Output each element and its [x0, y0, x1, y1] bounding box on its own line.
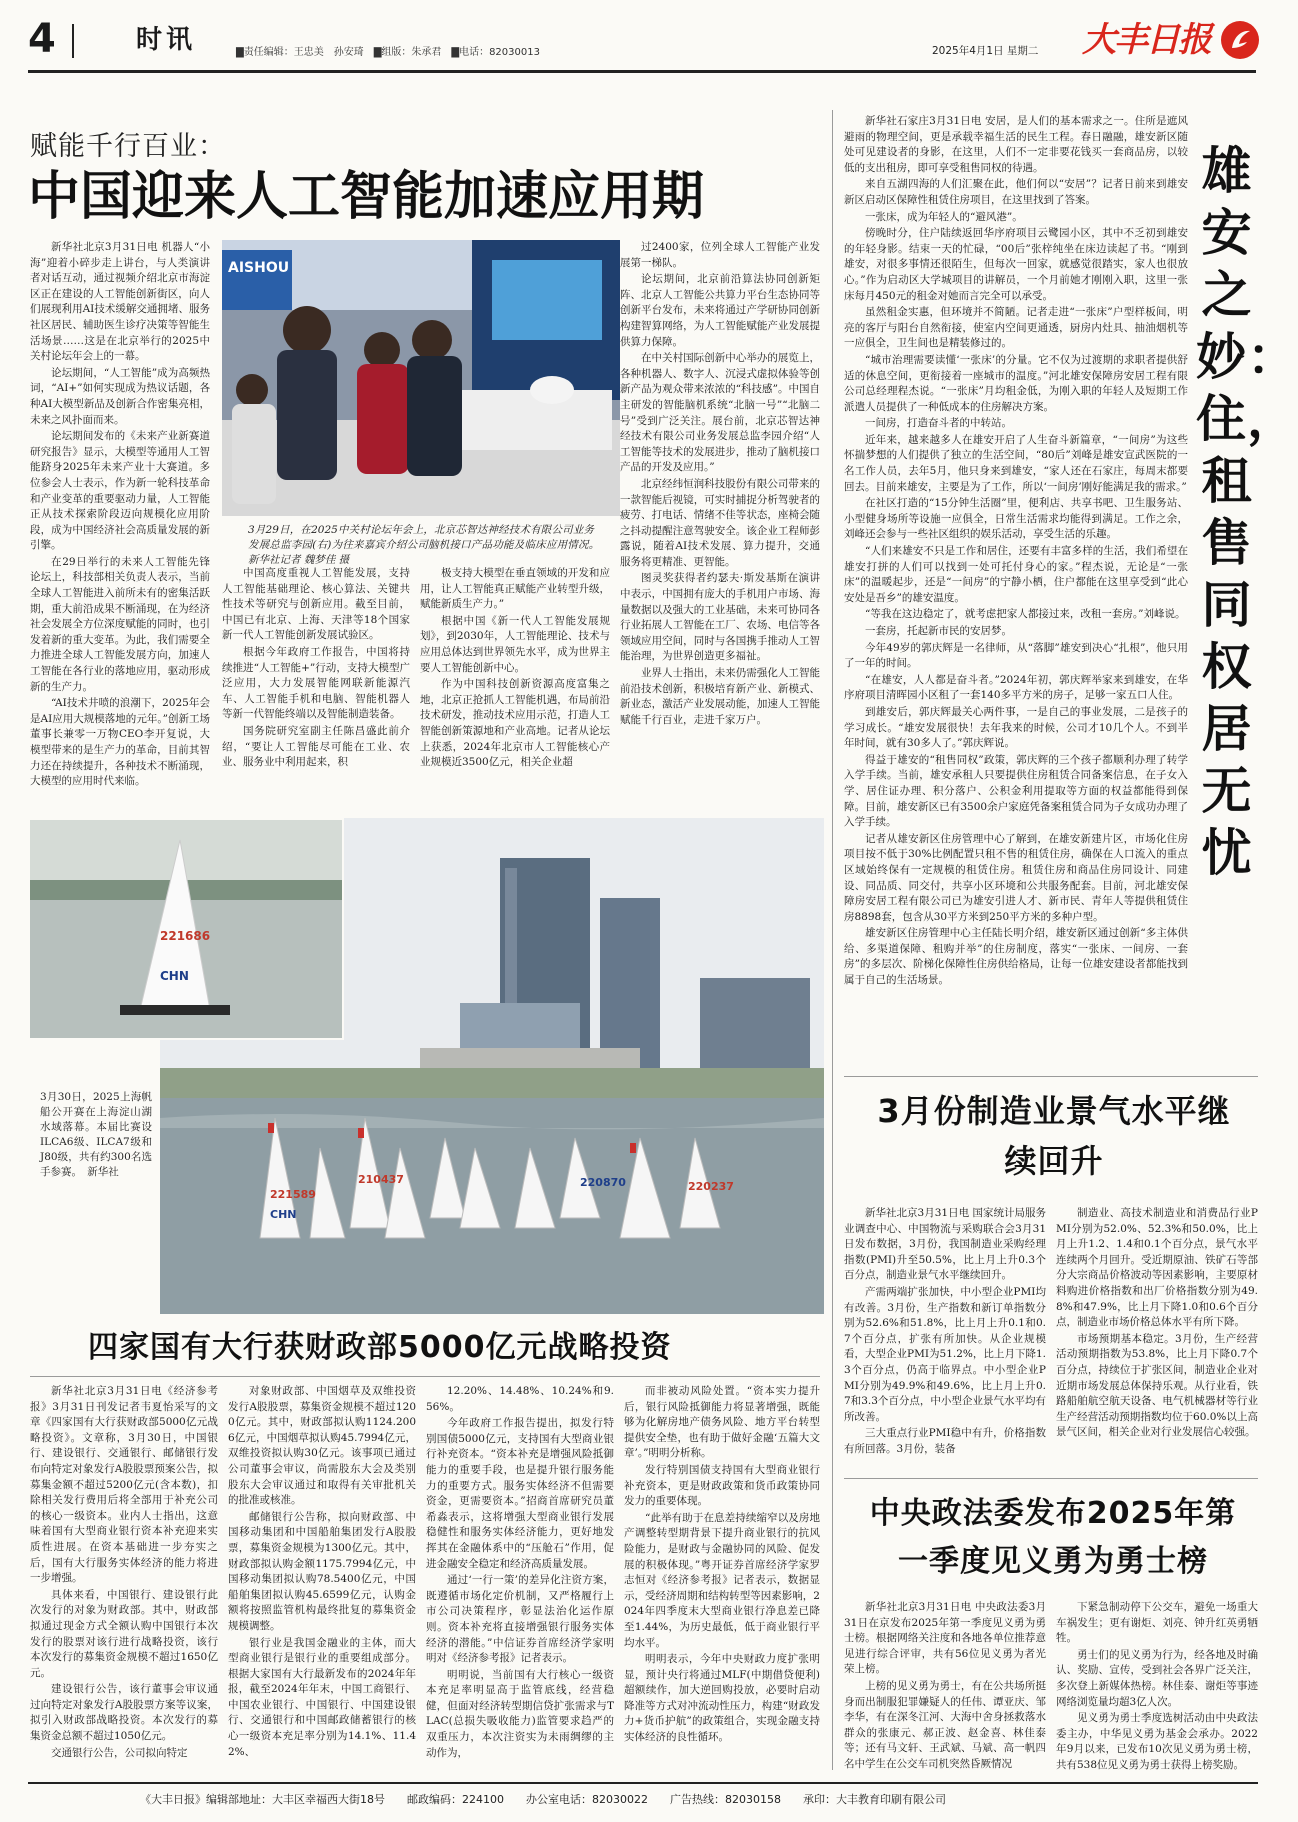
svg-text:CHN: CHN [160, 969, 189, 983]
pmi-story-paragraph: 产需两端扩张加快，中小型企业PMI均有改善。3月份，生产指数和新订单指数分别为52.6%和51.8%，比上月上升0.1和0.7个百分点，扩张有所加快。从企业规模看，大型企业PMI为51.2%，比上月下降1.3个百分点，仍高于临界点。中小型企业PMI分别为49.9%和49.6%，比上月上升0.7和3.3个百分点，中小型企业景气水平均有所改善。 [844, 1285, 1046, 1423]
bank-story-paragraph: 新华社北京3月31日电《经济参考报》3月31日刊发记者韦夏怡采写的文章《四家国有大行获财政部5000亿元战略投资》。文章称，3月30日，中国银行、建设银行、交通银行、邮储银行发布向特定对象发行A股股票预案公告，拟募集金额不超过5200亿元(含本数)，扣除相关发行费用后将全部用于补充公司的核心一级资本。业内人士指出，这意味着国有大型商业银行资本补充迎来实质性进展。在资本基础进一步夯实之后，国有大行服务实体经济的能力将进一步增强。 [30, 1385, 218, 1585]
page-number-divider [72, 24, 74, 58]
bank-story-paragraph: 通过‘一行一策’的差异化注资方案，既遵循市场化定价机制，又严格履行上市公司决策程序，彰显法治化运作原则。资本补充将直接增强银行服务实体经济的潜能。”中信证券首席经济学家明明对《经济参考报》记者表示。 [426, 1574, 614, 1665]
ai-story-column-2 [222, 566, 410, 852]
pmi-story-column-1 [844, 1206, 1046, 1468]
bank-story-paragraph: 明明表示，今年中央财政力度扩张明显，预计央行将通过MLF(中期借贷便利)超额续作，加大逆回购投放，必要时启动降准等方式对冲流动性压力，构建“财政发力+货币护航”的政策组合，实现金融支持实体经济的良性循环。 [624, 1653, 820, 1744]
xiongan-story-paragraph: 到雄安后，郭庆辉最关心两件事，一是自己的事业发展，二是孩子的学习成长。“雄安发展很快！去年我来的时候，公司才10几个人。不到半年时间，就有30多人了。”郭庆辉说。 [844, 705, 1188, 750]
xiongan-bottom-rule [844, 1076, 1258, 1077]
hero-story-headline: 中央政法委发布2025年第一季度见义勇为勇士榜 [869, 1496, 1237, 1579]
bank-story-headline: 四家国有大行获财政部5000亿元战略投资 [88, 1330, 672, 1365]
paper-logo-icon [1220, 20, 1260, 60]
country-code: CHN [270, 1208, 297, 1221]
svg-text:AISHOU: AISHOU [228, 260, 290, 276]
ai-story-headline: 中国迎来人工智能加速应用期 [28, 167, 705, 227]
ai-story-paragraph: 在中关村国际创新中心举办的展览上，各种机器人、数字人、沉浸式虚拟体验等创新产品为观众带来浓浓的“科技感”。中国自主研发的智能脑机系统“北脑一号”“北脑二号”受到广泛关注。展台前，北京芯智达神经技术有限公司业务发展总监李园介绍“人工智能等技术的发展进步，推动了脑机接口产品的开发及应用。” [620, 352, 820, 474]
bank-story-column-3 [426, 1384, 614, 1774]
xiongan-story-paragraph: “等我在这边稳定了，就考虑把家人都接过来，改租一套房。”刘峰说。 [865, 608, 1186, 621]
ai-story-paragraph: 过2400家，位列全球人工智能产业发展第一梯队。 [620, 241, 820, 269]
ai-story-paragraph: 根据今年政府工作报告，中国将持续推进“人工智能+”行动，支持大模型广泛应用，大力发展智能网联新能源汽车、人工智能手机和电脑、智能机器人等新一代智能终端以及智能制造装备。 [222, 645, 410, 721]
bank-story-paragraph: 12.20%、14.48%、10.24%和9.56%。 [426, 1385, 614, 1413]
xiongan-story-paragraph: “城市治理需要读懂‘一张床’的分量。它不仅为过渡期的求职者提供舒适的休息空间，更衔接着一座城市的温度。”河北雄安保障房安居工程有限公司总经理程杰说。“一张床”月均租金低，为刚入职的年轻人及短期工作派遣人员提供了一种低成本的住房解决方案。 [844, 353, 1188, 413]
xiongan-story-paragraph: 一间房，打造奋斗者的中转站。 [865, 417, 1012, 430]
bank-story-paragraph: 而非被动风险处置。“资本实力提升后，银行风险抵御能力将显著增强，既能够为化解房地产债务风险、地方平台转型提供安全垫，也有助于做好金融‘五篇大文章’。”明明分析称。 [624, 1385, 820, 1460]
bank-story-paragraph: 建设银行公告，该行董事会审议通过向特定对象发行A股股票方案等议案，拟引入财政部战略投资。本次发行的募集资金总额不超过1050亿元。 [30, 1683, 218, 1743]
ai-story-paragraph: 论坛期间，北京前沿算法协同创新矩阵、北京人工智能公共算力平台生态协同等创新平台发布，未来将通过产学研协同创新构建智算网络，为人工智能赋能产业发展提供算力保障。 [620, 273, 820, 348]
bank-story-column-2 [228, 1384, 416, 1774]
hero-story-column-1 [844, 1600, 1046, 1778]
ai-story-paragraph: 新华社北京3月31日电 机器人“小海”迎着小碎步走上讲台，与人类演讲者对话互动，通过视频介绍北京市海淀区正在建设的人工智能创新街区，向人们展现利用AI技术缓解交通拥堵、服务社区居民、辅助医生诊疗决策等智能生活场景……这是在北京举行的2025中关村论坛年会上的一幕。 [30, 241, 210, 363]
pmi-bottom-rule [844, 1478, 1258, 1479]
ai-story-paragraph: 业界人士指出，未来仍需强化人工智能前沿技术创新，积极培育新产业、新模式、新业态，激活产业发展动能，加速人工智能赋能千行百业，走进千家万户。 [620, 667, 820, 726]
section-label: 时讯 [136, 25, 197, 55]
sailing-inset-photo [28, 818, 344, 1040]
inset-sail-number: 221686 [160, 929, 211, 943]
masthead-rule [28, 70, 1256, 73]
ai-exhibition-photo [222, 240, 620, 516]
ai-story-paragraph: 图灵奖获得者约瑟夫·斯发基斯在演讲中表示，中国拥有庞大的手机用户市场、海量数据以及强大的工业基础，未来可协同各行业拓展人工智能在工厂、农场、电信等各领域应用空间，同时与各国携手推动人工智能治理，为世界创造更多福祉。 [620, 572, 820, 663]
hero-story-paragraph: 下紧急制动停下公交车，避免一场重大车祸发生；更有谢炬、刘亮、钟升红英勇牺牲。 [1056, 1601, 1258, 1645]
ai-story-paragraph: 极支持大模型在垂直领域的开发和应用，让人工智能真正赋能产业转型升级，赋能新质生产力。” [420, 567, 610, 611]
bank-headline-rule [30, 1376, 820, 1377]
hero-story-paragraph: 勇士们的见义勇为行为，经各地及时确认、奖励、宣传，受到社会各界广泛关注，多次登上新媒体热榜。林佳泰、谢炬等事迹网络浏览量均超3亿人次。 [1056, 1648, 1258, 1708]
ai-story-column-3 [420, 566, 610, 852]
masthead [0, 0, 1280, 78]
pmi-story-paragraph: 市场预期基本稳定。3月份，生产经营活动预期指数为53.8%，比上月下降0.7个百分点，持续位于扩张区间，制造业企业对近期市场发展总体保持乐观。从行业看，铁路船舶航空航天设备、电气机械器材等行业生产经营活动预期指数均位于60.0%以上高景气区间，相关企业对行业发展信心较强。 [1056, 1332, 1258, 1439]
bank-story-paragraph: 发行特别国债支持国有大型商业银行补充资本，更是财政政策和货币政策协同发力的重要体现。 [624, 1463, 820, 1508]
sail-number-4: 220237 [688, 1180, 734, 1193]
bank-story-column-4 [624, 1384, 820, 1774]
footer-rule [28, 1782, 1258, 1784]
xiongan-story-paragraph: 一张床，成为年轻人的“避风港”。 [865, 210, 1023, 223]
bank-story-paragraph: 明明说，当前国有大行核心一级资本充足率明显高于监管底线，经营稳健，但面对经济转型期信贷扩张需求与TLAC(总损失吸收能力)监管要求趋严的双重压力，本次注资实为未雨绸缪的主动作为， [426, 1668, 614, 1759]
xiongan-story-paragraph: 今年49岁的郭庆辉是一名律师，从“落脚”雄安到决心“扎根”，他只用了一年的时间。 [844, 641, 1188, 670]
sail-number-1: 221589 [270, 1188, 316, 1201]
bank-story-column-1 [30, 1384, 218, 1774]
ai-story-paragraph: 北京经纬恒润科技股份有限公司带来的一款智能后视镜，可实时捕捉分析驾驶者的疲劳、打电话、情绪不佳等状态，座椅会随之抖动提醒注意驾驶安全。该企业工程师彭露说，随着AI技术发展、算力提升，交通服务将更精准、更智能。 [620, 477, 820, 568]
xiongan-story-paragraph: 新华社石家庄3月31日电 安居，是人们的基本需求之一。住所是遮风避雨的物理空间，更是承载幸福生活的民生工程。春日融融，雄安新区随处可见建设者的身影，在这里，人们不一定非要花钱买一套商品房，以较低的支出租房，即可享受租售同权的待遇。 [844, 115, 1188, 174]
bank-story-paragraph: 邮储银行公告称，拟向财政部、中国移动集团和中国船舶集团发行A股股票，募集资金规模为1300亿元。其中，财政部拟认购金额1175.7994亿元，中国移动集团拟认购78.5400亿元，中国船舶集团拟认购45.6599亿元，认购金额将按照监管机构最终批复的募集资金规模调整。 [228, 1510, 416, 1632]
editor-info: ▇责任编辑：王忠美 孙安琦 ▇组版：朱承君 ▇电话：82030013 [236, 47, 540, 58]
xiongan-story-paragraph: 近年来，越来越多人在雄安开启了人生奋斗新篇章，“一间房”为这些怀揣梦想的人们提供了独立的生活空间，“80后”刘峰是雄安宣武医院的一名工作人员，去年5月，他只身来到雄安，“家人还在石家庄，每周末都要回去。目前来雄安，主要是为了工作，所以‘一间房’刚好能满足我的需求。” [844, 433, 1188, 493]
ai-story-paragraph: 中国高度重视人工智能发展，支持人工智能基础理论、核心算法、关键共性技术等研究与创新应用。截至目前，中国已有北京、上海、天津等18个国家新一代人工智能创新发展试验区。 [222, 567, 410, 642]
bank-story-paragraph: 今年政府工作报告提出，拟发行特别国债5000亿元，支持国有大型商业银行补充资本。“资本补充是增强风险抵御能力的重要手段，也是提升银行服务能力的重要方式。服务实体经济不但需要资金，更需要资本。”招商首席研究员董希淼表示，这将增强大型商业银行发展稳健性和服务实体经济能力，更好地发挥其在金融体系中的“压舱石”作用，促进金融安全稳定和经济高质量发展。 [426, 1417, 614, 1570]
hero-story-paragraph: 新华社北京3月31日电 中央政法委3月31日在京发布2025年第一季度见义勇为勇士榜。根据网络关注度和各地各单位推荐意见进行综合评审，共有56位见义勇为者光荣上榜。 [844, 1601, 1046, 1676]
sail-number-3: 220870 [580, 1176, 626, 1189]
xiongan-story-paragraph: 记者从雄安新区住房管理中心了解到，在雄安新建片区，市场化住房项目按不低于30%比例配置只租不售的租赁住房，确保在人口流入的重点区域始终保有一定规模的租赁住房。租赁住房和商品住房同设计、同建设、同品质、同交付，共享小区环境和公共服务配套。目前，河北雄安保障房安居工程有限公司已为雄安引进人才、新市民、青年人等提供租赁住房8898套，包含从30平方米到250平方米的多种户型。 [844, 832, 1188, 923]
bank-story-paragraph: 具体来看，中国银行、建设银行此次发行的对象为财政部。其中，财政部拟通过现金方式全额认购中国银行本次发行的股票对该行进行战略投资，该行本次发行的募集资金规模不超过1650亿元。 [30, 1588, 218, 1679]
xiongan-story-paragraph: 傍晚时分，住户陆续返回华序府项目云鹭园小区，其中不乏初到雄安的年轻身影。结束一天的忙碌，“00后”张梓纯坐在床边读起了书。“刚到雄安，对很多事情还很陌生，但每次一回家，就感觉很踏实，家人也很放心。”作为启动区大学城项目的讲解员，一个月前她才刚刚入职，这里一张床每月450元的租金对她而言完全可以承受。 [844, 227, 1188, 302]
sailing-photo-caption: 3月30日，2025上海帆船公开赛在上海淀山湖水域落幕。本届比赛设ILCA6级、ILCA7级和J80级，共有约300名选手参赛。 新华社 [40, 1091, 152, 1178]
xiongan-story-paragraph: 虽然租金实惠，但环境并不简陋。记者走进“一张床”户型样板间，明亮的客厅与阳台自然衔接，使室内空间更通透，厨房内灶具、抽油烟机等一应俱全，卫生间也是精装修过的。 [844, 306, 1188, 350]
ai-story-paragraph: “AI技术井喷的浪潮下，2025年会是AI应用大规模落地的元年。”创新工场董事长兼零一万物CEO李开复说，大模型带来的是生产力的革命，目前其智力还在持续提升，各种技术不断涌现，大模型的应用时代来临。 [30, 697, 210, 788]
ai-story-paragraph: 作为中国科技创新资源高度富集之地，北京正抢抓人工智能机遇，布局前沿技术研发，推动技术应用示范，打造人工智能创新策源地和产业高地。记者从论坛上获悉，2024年北京市人工智能核心产业规模近3500亿元，相关企业超 [420, 678, 610, 769]
xiongan-story-paragraph: 来自五湖四海的人们汇聚在此，他们何以“安居”？记者日前来到雄安新区启动区保障性租赁住房项目，在这里找到了答案。 [844, 178, 1188, 206]
page-number: 4 [28, 16, 56, 62]
ai-story-paragraph: 在29日举行的未来人工智能先锋论坛上，科技部相关负责人表示，当前全球人工智能进入前所未有的密集活跃期，重大前沿成果不断涌现，在为经济社会发展全方位深度赋能的同时，也引发着新的重大变革。为此，我们需要全力推进全球人工智能发展方向，加速人工智能在各行业的落地应用，驱动形成新的生产力。 [30, 555, 210, 693]
pmi-story-paragraph: 制造业、高技术制造业和消费品行业PMI分别为52.0%、52.3%和50.0%，比上月上升1.2、1.4和0.1个百分点，景气水平连续两个月回升。受近期原油、铁矿石等部分大宗商品价格波动等因素影响，主要原材料购进价格指数和出厂价格指数分别为49.8%和47.9%，比上月下降1.0和0.6个百分点，制造业市场价格总体水平有所下降。 [1056, 1207, 1258, 1329]
ai-story-paragraph: 国务院研究室副主任陈昌盛此前介绍，“要让人工智能尽可能在工业、农业、服务业中利用起来，积 [222, 724, 410, 769]
hero-story-paragraph: 上榜的见义勇为勇士，有在公共场所挺身而出制服犯罪嫌疑人的任伟、谭亚庆、邹李华，有在深冬江河、大海中舍身拯救落水群众的张康元、郝正波、赵金喜、林佳泰等；还有马文轩、王武斌、马斌、高一帆四名中学生在公交车司机突然昏厥情况 [844, 1679, 1046, 1770]
pmi-story-column-2 [1056, 1206, 1258, 1468]
pmi-story-headline: 3月份制造业景气水平继续回升 [877, 1092, 1231, 1180]
sail-number-2: 210437 [358, 1173, 404, 1186]
issue-date: 2025年4月1日 星期二 [932, 45, 1039, 57]
xiongan-story-paragraph: 得益于雄安的“租售同权”政策，郭庆辉的三个孩子都顺利办理了转学入学手续。当前，雄安承租人只要提供住房租赁合同备案信息，在子女入学、居住证办理、积分落户、公积金利用提取等方面的权益都能得到保障。目前，雄安新区已有3500余户家庭凭备案租赁合同为子女成功办理了入学手续。 [844, 753, 1188, 829]
xiongan-story-column [844, 114, 1188, 1068]
ai-story-paragraph: 论坛期间，“人工智能”成为高频热词，“AI+”如何实现成为热议话题，各种AI大模型新品及创新合作密集亮相，未来之风扑面而来。 [30, 366, 210, 426]
xiongan-story-paragraph: 在社区打造的“15分钟生活圈”里，便利店、共享书吧、卫生服务站、小型健身场所等设施一应俱全，日常生活需求均能得到满足。工作之余，刘峰还会参与一些社区组织的娱乐活动，享受生活的乐趣。 [844, 497, 1188, 541]
hero-story-column-2 [1056, 1600, 1258, 1778]
bank-story-paragraph: 对象财政部、中国烟草及双维投资发行A股股票，募集资金规模不超过1200亿元。其中，财政部拟认购1124.2006亿元，中国烟草拟认购45.7994亿元，双维投资拟认购30亿元。该事项已通过公司董事会审议，尚需股东大会及类别股东大会审议通过和取得有关审批机关的批准或核准。 [228, 1385, 416, 1507]
bank-story-paragraph: 交通银行公告，公司拟向特定 [51, 1746, 188, 1759]
hero-story-paragraph: 见义勇为勇士季度选树活动由中央政法委主办，中华见义勇为基金会承办。2022年9月以来，已发布10次见义勇为勇士榜，共有538位见义勇为勇士获得上榜奖励。 [1056, 1712, 1258, 1771]
ai-story-paragraph: 根据中国《新一代人工智能发展规划》，到2030年，人工智能理论、技术与应用总体达到世界领先水平，成为世界主要人工智能创新中心。 [420, 614, 610, 674]
bank-story-paragraph: “此举有助于在息差持续缩窄以及房地产调整转型期背景下提升商业银行的抗风险能力，是财政与金融协同的风险、促发展的积极体现。”粤开证券首席经济学家罗志恒对《经济参考报》记者表示，数据显示，受经济周期和结构转型等因素影响，2024年四季度末大型商业银行净息差已降至1.44%，为历史最低，低于商业银行平均水平。 [624, 1511, 820, 1649]
paper-name: 大丰日报 [1082, 20, 1210, 60]
ai-story-paragraph: 论坛期间发布的《未来产业新赛道研究报告》显示，大模型等通用人工智能跻身2025年未来产业十大赛道。多位参会人士表示，作为新一轮科技革命和产业变革的重要驱动力量，人工智能正从技术探索阶段迈向规模化应用阶段，成为中国经济社会高质量发展的新引擎。 [30, 430, 210, 552]
xiongan-story-paragraph: 雄安新区住房管理中心主任陆长明介绍，雄安新区通过创新“多主体供给、多渠道保障、租购并举”的住房制度，落实“一张床、一间房、一套房”的多层次、阶梯化保障性住房供给格局，让每一位雄安建设者都能找到属于自己的生活场景。 [844, 927, 1188, 987]
bank-story-paragraph: 银行业是我国金融业的主体，而大型商业银行是银行业的重要组成部分。根据大家国有大行最新发布的2024年年报，截至2024年年末，中国工商银行、中国农业银行、中国银行、中国建设银行、交通银行和中国邮政储蓄银行的核心一级资本充足率分别为14.1%、11.42%、 [228, 1636, 416, 1758]
pmi-story-paragraph: 新华社北京3月31日电 国家统计局服务业调查中心、中国物流与采购联合会3月31日发布数据，3月份，我国制造业采购经理指数(PMI)升至50.5%，比上月上升0.3个百分点，制造业景气水平继续回升。 [844, 1207, 1046, 1282]
xiongan-story-paragraph: “在雄安，人人都是奋斗者。”2024年初，郭庆辉举家来到雄安，在华序府项目清晖园小区租了一套140多平方米的房子，足够一家五口人住。 [844, 673, 1188, 702]
ai-story-kicker: 赋能千行百业： [30, 131, 226, 162]
pmi-story-paragraph: 三大重点行业PMI稳中有升，价格指数有所回落。3月份，装备 [844, 1427, 1046, 1455]
xiongan-story-paragraph: “人们来雄安不只是工作和居住，还要有丰富多样的生活，我们希望在雄安打拼的人们可以找到一处可托付身心的家。”程杰说，无论是“一张床”的温暖起步，还是“一间房”的宁静小栖，住户都能在这里享受到“此心安处是吾乡”的雄安温度。 [844, 545, 1188, 604]
ai-story-column-1 [30, 240, 210, 852]
xiongan-story-headline: 雄安之妙：住，租售同权居无忧 [1196, 142, 1298, 882]
ai-story-column-4 [620, 240, 820, 852]
column-divider-right [832, 110, 833, 1770]
xiongan-story-paragraph: 一套房，托起新市民的安居梦。 [865, 625, 1012, 637]
footer-info: 《大丰日报》编辑部地址：大丰区幸福西大街18号 邮政编码：224100 办公室电话：82030022 广告热线：82030158 承印：大丰教育印刷有限公司 [140, 1793, 946, 1806]
ai-photo-caption: 3月29日，在2025中关村论坛年会上，北京芯智达神经技术有限公司业务发展总监李园(右)为往来嘉宾介绍公司脑机接口产品功能及临床应用情况。 新华社记者 魏梦佳 摄 [248, 524, 615, 566]
